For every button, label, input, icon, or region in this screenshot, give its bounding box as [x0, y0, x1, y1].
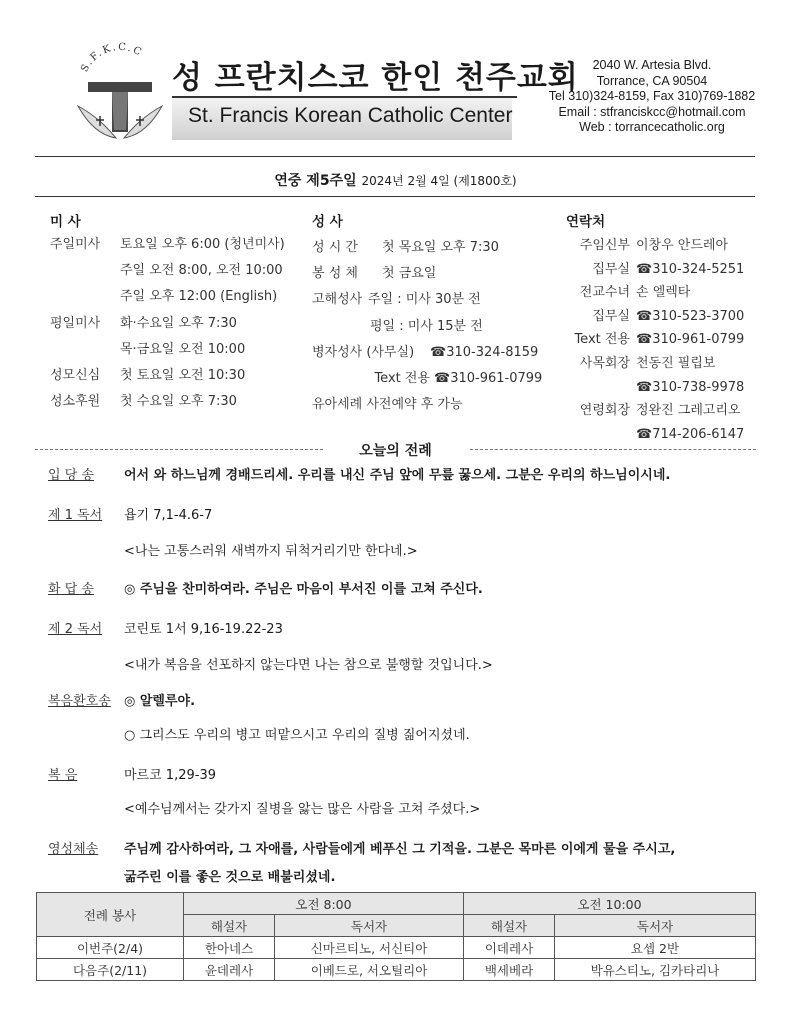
mass-row: 목·금요일 오전 10:00 [120, 341, 246, 357]
sacrament-row: 성 시 간 첫 목요일 오후 7:30 [312, 240, 499, 255]
sacrament-row: 봉 성 체 첫 금요일 [312, 266, 437, 282]
contact-row: ☎714-206-6147 [636, 426, 745, 442]
week-cell: 이번주(2/4) [37, 937, 184, 959]
sacrament-heading: 성 사 [312, 214, 343, 230]
table-cell: 백세베라 [464, 959, 555, 981]
liturgy-title: 오늘의 전례 [359, 443, 432, 459]
mass-row: 주일 오후 12:00 (English) [120, 289, 278, 305]
mass-time-header: 오전 10:00 [464, 893, 756, 915]
contacts-list [562, 234, 744, 446]
mass-time-header: 오전 8:00 [184, 893, 464, 915]
mass-schedule [50, 232, 285, 415]
address-line: Torrance, CA 90504 [596, 73, 708, 88]
reader-header: 독서자 [275, 915, 464, 937]
contact-row: Text 전용 ☎310-961-0799 [574, 332, 745, 348]
table-cell: 윤데레사 [184, 959, 275, 981]
sunday-heading [0, 170, 791, 190]
table-cell: 이데레사 [464, 937, 555, 959]
email-line: Email : stfranciskcc@hotmail.com [558, 104, 746, 119]
parish-title-korean: 성 프란치스코 한인 천주교회 [172, 60, 579, 96]
mass-heading: 미 사 [50, 214, 81, 230]
contact-row: 주임신부 이창우 안드레아 [579, 238, 729, 253]
table-cell: 박유스티노, 김카타리나 [555, 959, 756, 981]
mass-row: 성모신심 첫 토요일 오전 10:30 [50, 367, 246, 383]
title-divider [172, 96, 517, 98]
sunday-date: 2024년 2월 4일 (제1800호) [361, 174, 517, 188]
divider [35, 196, 755, 197]
table-header-row [37, 893, 756, 915]
mass-row: 주일미사 토요일 오후 6:00 (청년미사) [50, 237, 285, 252]
liturgy-service-table [36, 892, 756, 981]
reader-header: 독서자 [555, 915, 756, 937]
week-cell: 다음주(2/11) [37, 959, 184, 981]
sacrament-row: 고해성사 주일 : 미사 30분 전 [312, 292, 481, 308]
table-cell: 요셉 2반 [555, 937, 756, 959]
address-line: 2040 W. Artesia Blvd. [592, 58, 712, 72]
parish-logo [70, 40, 170, 148]
mass-row: 평일미사 화·수요일 오후 7:30 [50, 315, 237, 331]
sacrament-row: 평일 : 미사 15분 전 [370, 318, 483, 334]
contact-row: 사목회장 천동진 필립보 [579, 355, 716, 371]
table-cell: 신마르티노, 서신티아 [275, 937, 464, 959]
contact-row: ☎310-738-9978 [636, 379, 745, 395]
contact-row: 연령회장 정완진 그레고리오 [579, 403, 741, 419]
phone-line: Tel 310)324-8159, Fax 310)769-1882 [548, 89, 756, 103]
table-cell: 이베드로, 서오틸리아 [275, 959, 464, 981]
sacrament-row: 유아세례 사전예약 후 가능 [312, 397, 463, 413]
commentator-header: 해설자 [184, 915, 275, 937]
sacrament-schedule [312, 235, 542, 418]
table-cell: 한아네스 [184, 937, 275, 959]
contact-row: 집무실 ☎310-324-5251 [592, 261, 745, 277]
parish-address [530, 58, 774, 136]
logo-lettering: S.F.K.C.C [79, 41, 145, 75]
table-row [37, 959, 756, 981]
contacts-heading: 연락처 [566, 214, 606, 230]
sacrament-row: Text 전용 ☎310-961-0799 [374, 370, 543, 386]
commentator-header: 해설자 [464, 915, 555, 937]
mass-row: 성소후원 첫 수요일 오후 7:30 [50, 394, 237, 410]
sacrament-row: 병자성사 (사무실) ☎310-324-8159 [312, 344, 539, 360]
parish-title-english: St. Francis Korean Catholic Center [188, 104, 513, 127]
sunday-title: 연중 제5주일 [274, 173, 357, 189]
mass-row: 주일 오전 8:00, 오전 10:00 [120, 263, 283, 279]
contact-row: 집무실 ☎310-523-3700 [592, 308, 745, 324]
divider [470, 449, 756, 450]
divider [35, 156, 755, 157]
web-line: Web : torrancecatholic.org [579, 120, 725, 134]
table-corner: 전례 봉사 [37, 893, 184, 937]
contact-row: 전교수녀 손 엘렉타 [579, 285, 691, 301]
table-row [37, 937, 756, 959]
